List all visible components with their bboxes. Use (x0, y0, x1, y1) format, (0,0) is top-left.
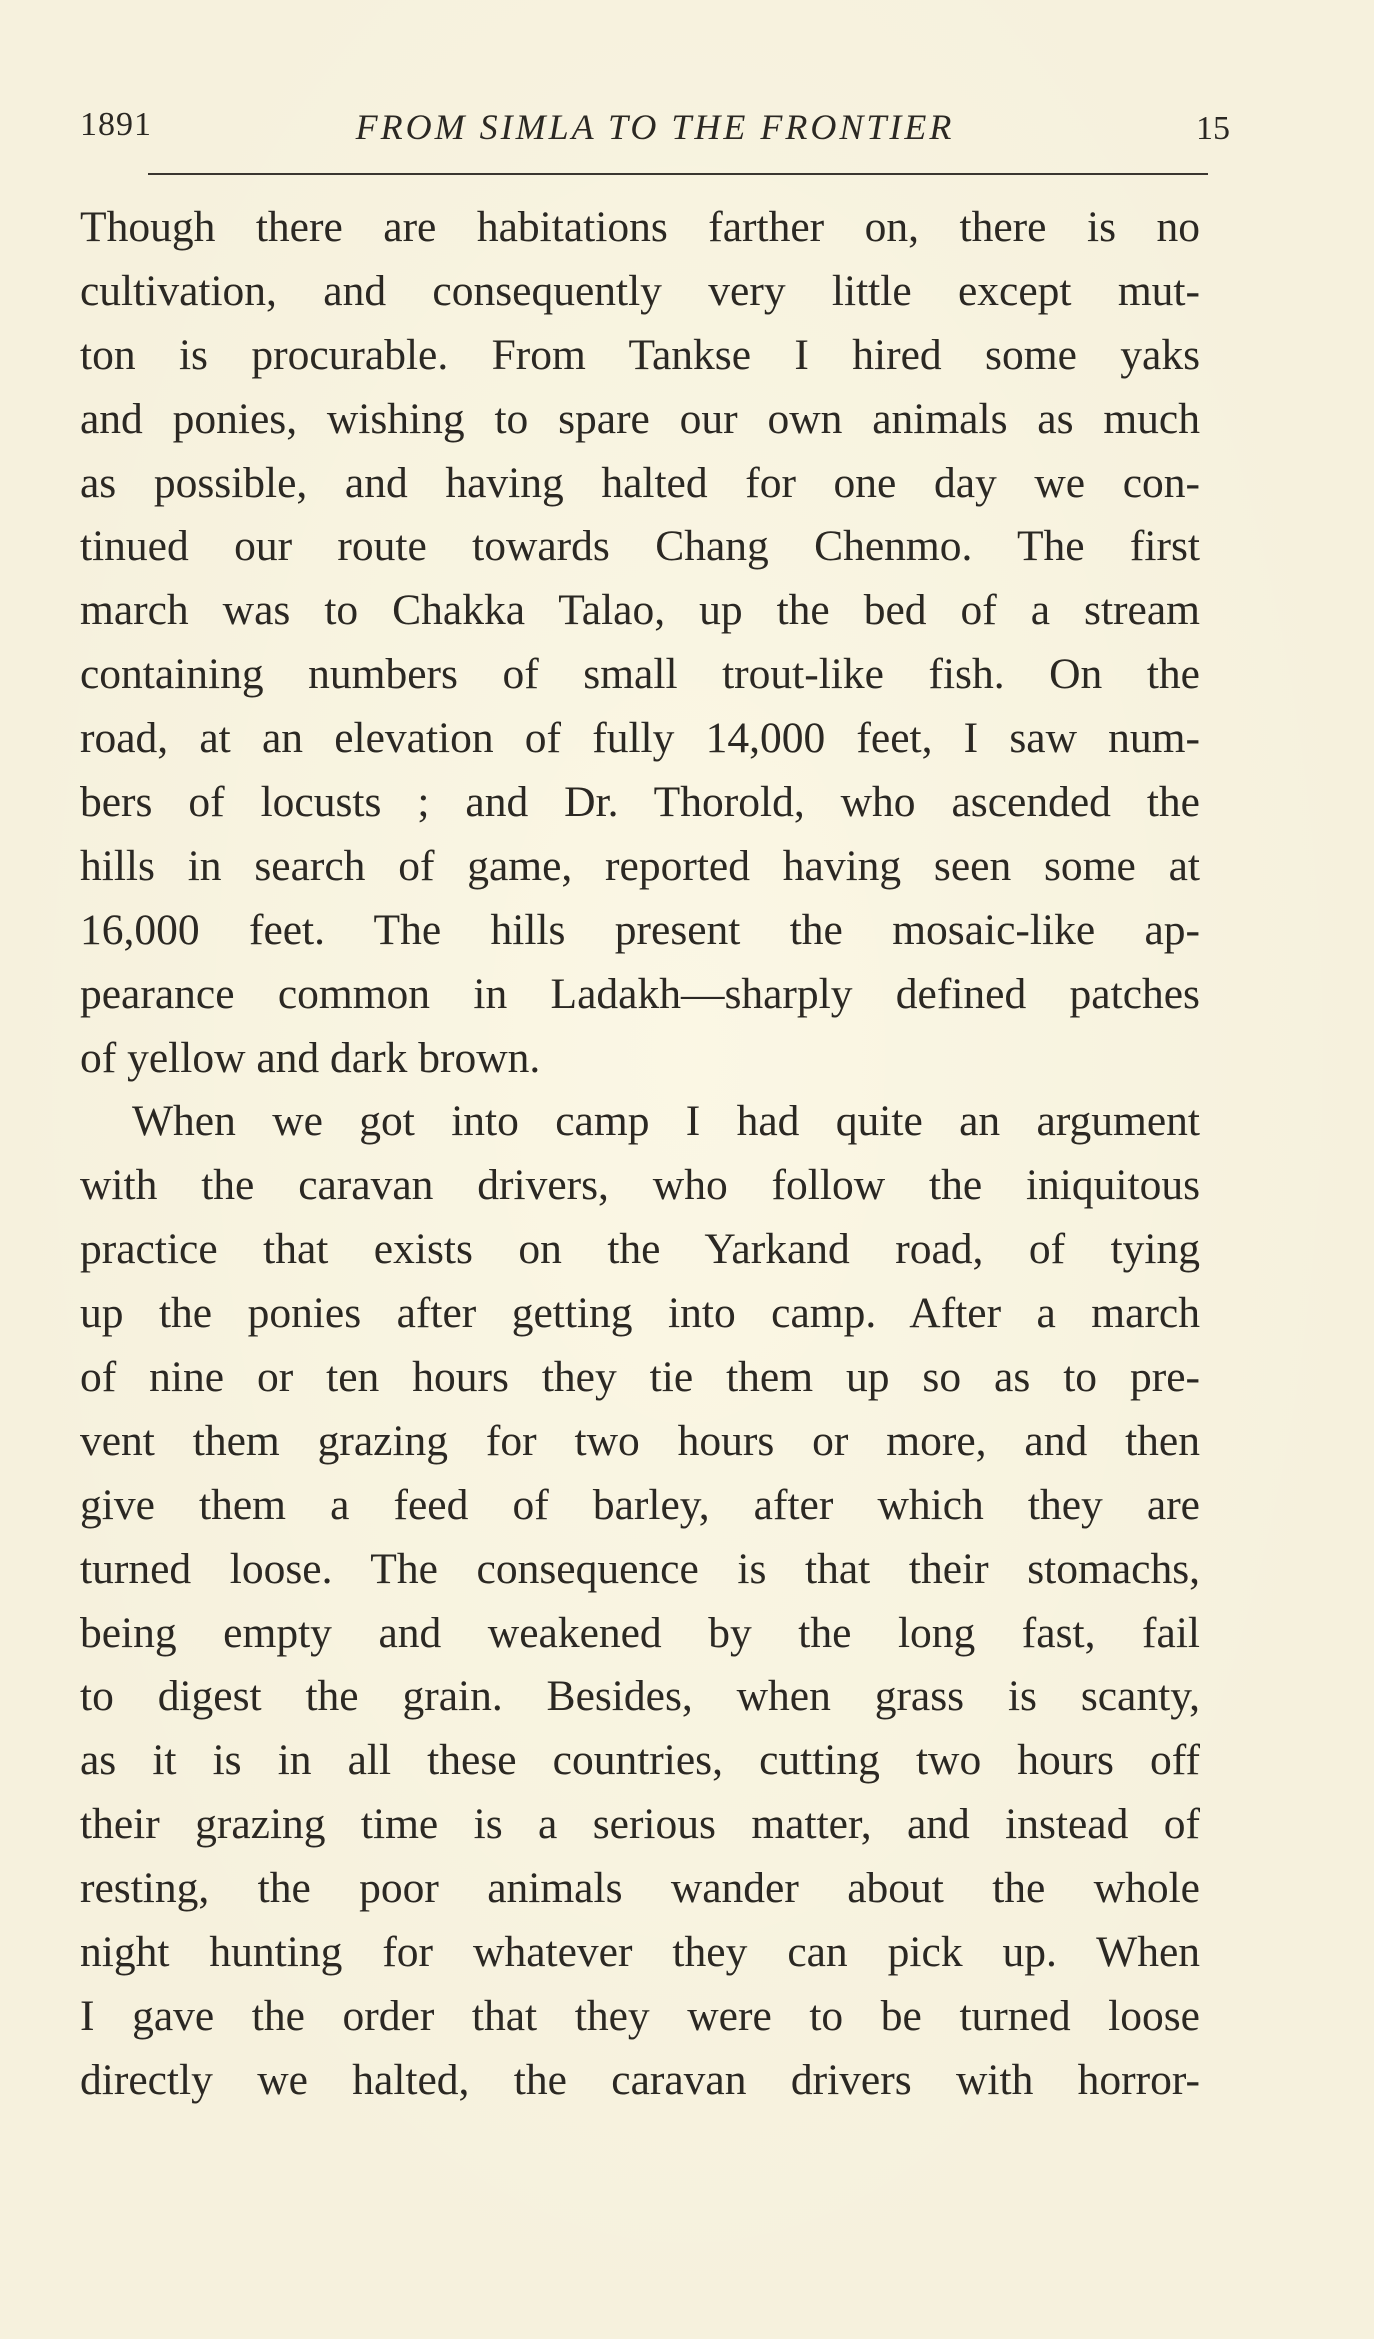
text-line: When we got into camp I had quite an argument (132, 1097, 1200, 1146)
header-year: 1891 (80, 106, 152, 143)
text-line: cultivation, and consequently very little except mut- (80, 266, 1200, 315)
text-line: turned loose. The consequence is that their stomachs, (80, 1544, 1200, 1593)
text-line: of yellow and dark brown. (80, 1033, 541, 1082)
running-head (80, 100, 1230, 160)
text-line: ton is procurable. From Tankse I hired some yaks (80, 330, 1200, 379)
body-text (80, 196, 1200, 2113)
header-rule (148, 173, 1208, 175)
text-line: Though there are habitations farther on, there is no (80, 203, 1200, 251)
text-line: and ponies, wishing to spare our own animals as much (80, 394, 1200, 443)
text-line: 16,000 feet. The hills present the mosaic-like ap- (80, 905, 1200, 954)
text-line: I gave the order that they were to be turned loose (80, 1991, 1200, 2040)
text-line: pearance common in Ladakh—sharply defined patches (80, 969, 1200, 1018)
page-number: 15 (1196, 110, 1230, 147)
text-line: give them a feed of barley, after which they are (80, 1480, 1200, 1529)
text-line: march was to Chakka Talao, up the bed of a stream (80, 586, 1200, 635)
text-line: tinued our route towards Chang Chenmo. The first (80, 522, 1200, 571)
text-line: bers of locusts ; and Dr. Thorold, who ascended the (80, 778, 1200, 827)
text-line: vent them grazing for two hours or more, and then (80, 1416, 1200, 1465)
header-title: FROM SIMLA TO THE FRONTIER (355, 107, 955, 147)
text-line: up the ponies after getting into camp. After a march (80, 1289, 1200, 1338)
text-line: resting, the poor animals wander about the whole (80, 1864, 1200, 1913)
text-line: their grazing time is a serious matter, and instead of (80, 1800, 1200, 1849)
text-line: directly we halted, the caravan drivers with horror- (80, 2055, 1200, 2104)
text-line: as possible, and having halted for one day we con- (80, 458, 1200, 507)
text-line: night hunting for whatever they can pick up. When (80, 1928, 1200, 1977)
text-line: being empty and weakened by the long fast, fail (80, 1608, 1200, 1657)
text-line: with the caravan drivers, who follow the iniquitous (80, 1161, 1200, 1210)
text-line: road, at an elevation of fully 14,000 feet, I saw num- (80, 714, 1200, 763)
text-line: to digest the grain. Besides, when grass is scanty, (80, 1672, 1200, 1721)
text-line: of nine or ten hours they tie them up so as to pre- (80, 1353, 1200, 1402)
text-line: containing numbers of small trout-like fish. On the (80, 650, 1200, 699)
text-line: as it is in all these countries, cutting two hours off (80, 1736, 1200, 1785)
text-line: hills in search of game, reported having seen some at (80, 841, 1200, 890)
text-line: practice that exists on the Yarkand road, of tying (80, 1225, 1200, 1274)
